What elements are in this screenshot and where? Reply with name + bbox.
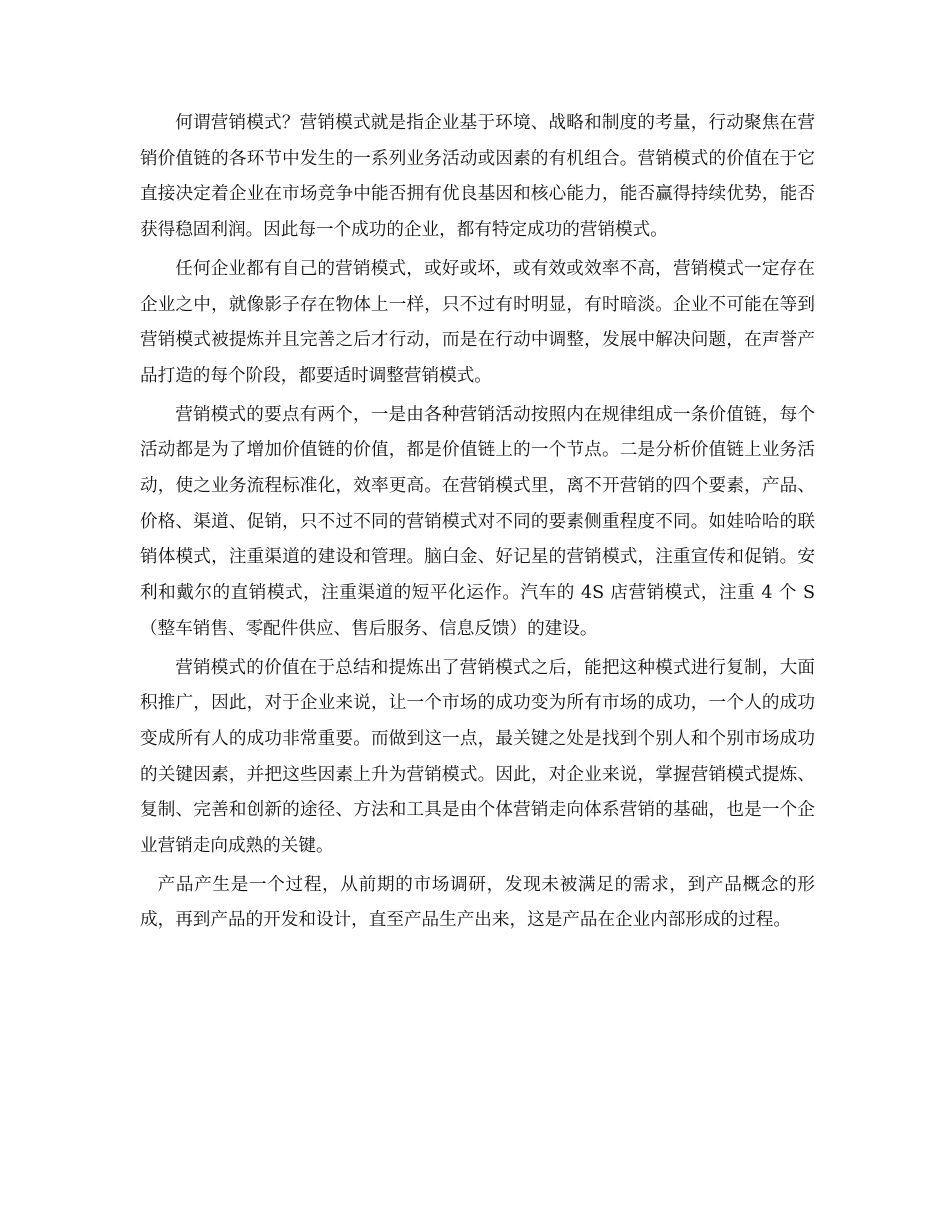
paragraph-marketing-model-definition: 何谓营销模式？营销模式就是指企业基于环境、战略和制度的考量，行动聚焦在营销价值链的各环节中发生的一系列业务活动或因素的有机组合。营销模式的价值在于它直接决定着企业在市场竞争中能否拥有优良基因和核心能力，能否赢得持续优势，能否获得稳固利润。因此每一个成功的企业，都有特定成功的营销模式。 [140, 113, 815, 241]
paragraph-every-company-has-model: 任何企业都有自己的营销模式，或好或坏，或有效或效率不高，营销模式一定存在企业之中，就像影子存在物体上一样，只不过有时明显，有时暗淡。企业不可能在等到营销模式被提炼并且完善之后才行动，而是在行动中调整，发展中解决问题，在声誉产品打造的每个阶段，都要适时调整营销模式。 [140, 258, 815, 386]
document-page [140, 106, 815, 942]
paragraph-key-points: 营销模式的要点有两个，一是由各种营销活动按照内在规律组成一条价值链，每个活动都是为了增加价值链的价值，都是价值链上的一个节点。二是分析价值链上业务活动，使之业务流程标准化，效率更高。在营销模式里，离不开营销的四个要素，产品、价格、渠道、促销，只不过不同的营销模式对不同的要素侧重程度不同。如娃哈哈的联销体模式，注重渠道的建设和管理。脑白金、好记星的营销模式，注重宣传和促销。安利和戴尔的直销模式，注重渠道的短平化运作。汽车的 4S 店营销模式，注重 4 个 S（整车销售、零配件供应、售后服务、信息反馈）的建设。 [140, 404, 815, 639]
paragraph-value-of-model: 营销模式的价值在于总结和提炼出了营销模式之后，能把这种模式进行复制，大面积推广，因此，对于企业来说，让一个市场的成功变为所有市场的成功，一个人的成功变成所有人的成功非常重要。而做到这一点，最关键之处是找到个别人和个别市场成功的关键因素，并把这些因素上升为营销模式。因此，对企业来说，掌握营销模式提炼、复制、完善和创新的途径、方法和工具是由个体营销走向体系营销的基础，也是一个企业营销走向成熟的关键。 [140, 657, 815, 857]
paragraph-product-creation: 产品产生是一个过程，从前期的市场调研，发现未被满足的需求，到产品概念的形成，再到产品的开发和设计，直至产品生产出来，这是产品在企业内部形成的过程。 [140, 874, 815, 931]
